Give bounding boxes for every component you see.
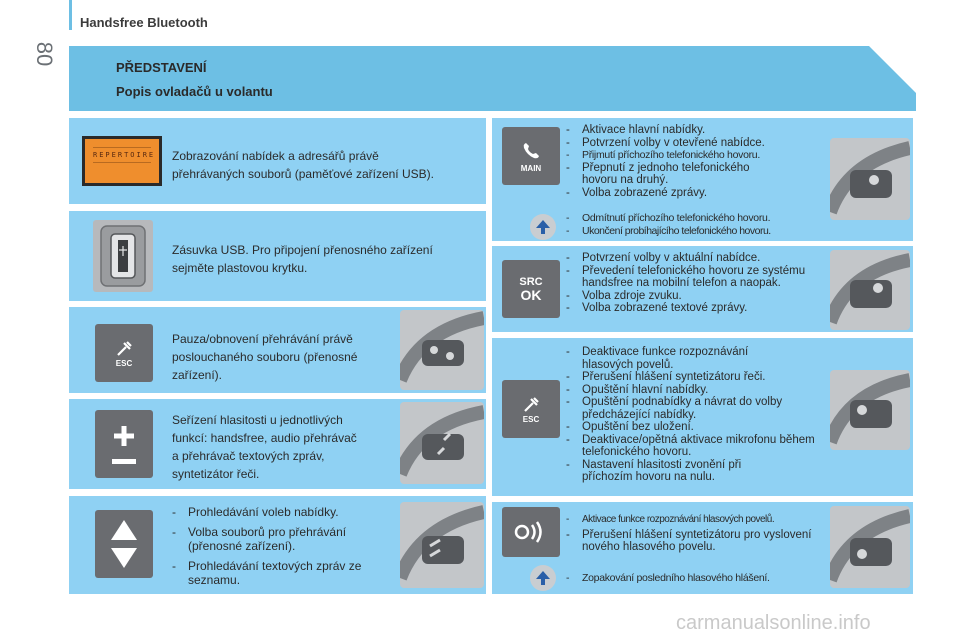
phone-icon <box>520 140 542 162</box>
arrow-down-icon <box>110 547 138 569</box>
list-item: - Volba zobrazené textové zprávy. <box>566 302 828 315</box>
steering-wheel-photo <box>830 370 910 450</box>
usb-socket-icon <box>93 220 153 292</box>
text-line: Seřízení hlasitosti u jednotlivých <box>172 413 343 427</box>
banner-subtitle: Popis ovladačů u volantu <box>116 84 273 99</box>
panel-esc-text <box>566 346 828 484</box>
esc-button-icon[interactable] <box>95 324 153 382</box>
panel-voice-text <box>566 514 828 554</box>
banner-title: PŘEDSTAVENÍ <box>116 60 207 75</box>
steering-wheel-photo <box>400 402 484 484</box>
panel-voice-longpress <box>566 572 846 585</box>
voice-command-button-icon[interactable] <box>502 507 560 557</box>
list-item: - Přijmutí příchozího telefonického hovoru. <box>566 149 828 162</box>
steering-wheel-photo <box>830 506 910 588</box>
esc-label: ESC <box>115 358 133 368</box>
text-line: přehrávaných souborů (paměťové zařízení USB). <box>172 167 434 181</box>
minus-icon <box>111 459 137 465</box>
section-title: Handsfree Bluetooth <box>80 15 208 30</box>
panel-usb-text <box>172 241 482 277</box>
text-line: zařízení). <box>172 368 223 382</box>
watermark: carmanualsonline.info <box>676 612 871 634</box>
list-item: - Potvrzení volby v otevřené nabídce. <box>566 137 828 150</box>
esc-icon <box>521 395 541 415</box>
list-item: - Prohledávání voleb nabídky. <box>172 505 390 519</box>
esc-icon <box>114 339 134 359</box>
text-line: funkcí: handsfree, audio přehrávač <box>172 431 357 445</box>
list-item: - Volba zobrazené zprávy. <box>566 187 828 200</box>
plus-minus-icon[interactable] <box>95 410 153 478</box>
up-down-arrows-icon[interactable] <box>95 510 153 578</box>
main-label: MAIN <box>520 163 542 173</box>
text-line: sejměte plastovou krytku. <box>172 261 308 275</box>
text-line: a přehrávač textových zpráv, <box>172 449 325 463</box>
list-item: - Aktivace funkce rozpoznávání hlasových povelů. <box>566 514 828 527</box>
text-line: Zásuvka USB. Pro připojení přenosného zařízení <box>172 243 433 257</box>
main-button-icon[interactable] <box>502 127 560 185</box>
repertoire-display-label: REPERTOIRE <box>93 147 151 163</box>
list-item: - Prohledávání textových zpráv ze seznamu. <box>172 559 390 587</box>
list-item: - Aktivace hlavní nabídky. <box>566 124 828 137</box>
panel-main-text <box>566 124 828 199</box>
voice-command-icon <box>513 519 549 545</box>
banner-background <box>69 46 916 111</box>
list-item: - Převedení telefonického hovoru ze systému handsfree na mobilní telefon a naopak. <box>566 265 828 290</box>
panel-src-ok-text <box>566 252 828 315</box>
panel-arrows-text <box>172 505 390 587</box>
list-item: - Potvrzení volby v aktuální nabídce. <box>566 252 828 265</box>
panel-esc-pause-text <box>172 330 392 384</box>
panel-main-longpress <box>566 212 846 237</box>
long-press-icon <box>530 214 556 240</box>
esc-label: ESC <box>522 414 540 424</box>
steering-wheel-photo <box>400 310 484 390</box>
page-number: 80 <box>32 41 57 67</box>
text-line: syntetizátor řeči. <box>172 467 260 481</box>
text-line: Pauza/obnovení přehrávání právě <box>172 332 353 346</box>
list-item: - Přerušení hlášení syntetizátoru řeči. <box>566 371 828 384</box>
src-label: SRC <box>519 276 543 288</box>
list-item: - Přepnutí z jednoho telefonického hovoru na druhý. <box>566 162 782 187</box>
list-item: - Přerušení hlášení syntetizátoru pro vyslovení nového hlasového povelu. <box>566 529 812 554</box>
plus-icon <box>111 423 137 449</box>
ok-label: OK <box>520 287 542 303</box>
steering-wheel-photo <box>400 502 484 588</box>
header-accent-bar <box>69 0 72 30</box>
list-item: - Opuštění bez uložení. <box>566 421 828 434</box>
repertoire-display-icon[interactable] <box>82 136 162 186</box>
esc-button-icon[interactable] <box>502 380 560 438</box>
text-line: Zobrazování nabídek a adresářů právě <box>172 149 379 163</box>
text-line: poslouchaného souboru (přenosné <box>172 350 358 364</box>
list-item: - Deaktivace funkce rozpoznávání hlasových povelů. <box>566 346 782 371</box>
list-item: - Opuštění podnabídky a návrat do volby předcházející nabídky. <box>566 396 822 421</box>
arrow-up-icon <box>110 519 138 541</box>
panel-volume-text <box>172 411 402 483</box>
usb-socket-drawing <box>93 220 153 292</box>
list-item: - Ukončení probíhajícího telefonického hovoru. <box>566 225 846 238</box>
steering-wheel-photo <box>830 138 910 220</box>
list-item: - Nastavení hlasitosti zvonění při příchozím hovoru na nulu. <box>566 459 792 484</box>
long-press-icon <box>530 565 556 591</box>
list-item: - Deaktivace/opětná aktivace mikrofonu během telefonického hovoru. <box>566 434 832 459</box>
list-item: - Zopakování posledního hlasového hlášení. <box>566 572 846 585</box>
src-ok-button-icon[interactable] <box>502 260 560 318</box>
panel-repertoire-text <box>172 147 482 183</box>
list-item: - Odmítnutí příchozího telefonického hovoru. <box>566 212 846 225</box>
list-item: - Volba zdroje zvuku. <box>566 290 828 303</box>
list-item: - Opuštění hlavní nabídky. <box>566 384 828 397</box>
steering-wheel-photo <box>830 250 910 330</box>
list-item: - Volba souborů pro přehrávání (přenosné zařízení). <box>172 525 390 553</box>
